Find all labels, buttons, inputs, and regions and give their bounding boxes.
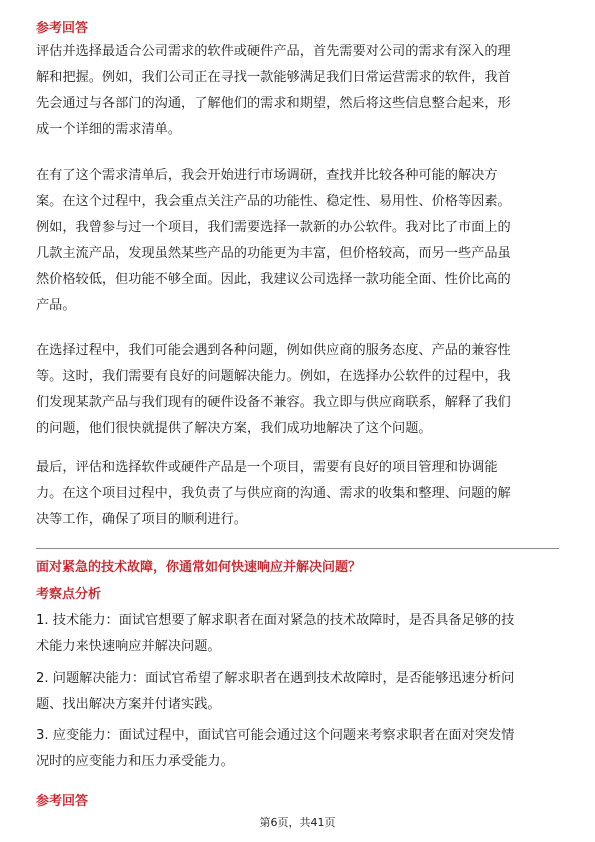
reference-answer-heading: 参考回答 [36, 21, 89, 36]
text-line: 最后，评估和选择软件或硬件产品是一个项目，需要有良好的项目管理和协调能 [36, 460, 498, 475]
text-line: 等。这时，我们需要有良好的问题解决能力。例如，在选择办公软件的过程中，我 [36, 369, 511, 384]
text-line: 评估并选择最适合公司需求的软件或硬件产品，首先需要对公司的需求有深入的理 [36, 44, 511, 59]
text-line: 术能力来快速响应并解决问题。 [36, 639, 221, 654]
text-line: 决等工作，确保了项目的顺利进行。 [36, 512, 247, 527]
analysis-point-2 [36, 666, 559, 718]
answer-paragraph-4 [36, 455, 559, 533]
answer-paragraph-2 [36, 163, 559, 319]
interview-question: 面对紧急的技术故障，你通常如何快速响应并解决问题？ [36, 560, 362, 575]
text-line: 力。在这个项目过程中，我负责了与供应商的沟通、需求的收集和整理、问题的解 [36, 486, 511, 501]
analysis-heading: 考察点分析 [36, 587, 102, 602]
text-line: 况时的应变能力和压力承受能力。 [36, 754, 234, 769]
text-line: 然价格较低，但功能不够全面。因此，我建议公司选择一款功能全面、性价比高的 [36, 272, 511, 287]
text-line: 例如，我曾参与过一个项目，我们需要选择一款新的办公软件。我对比了市面上的 [36, 220, 511, 235]
text-line: 1. 技术能力：面试官想要了解求职者在面对紧急的技术故障时，是否具备足够的技 [36, 613, 515, 628]
answer-paragraph-1 [36, 39, 559, 143]
text-line: 在有了这个需求清单后，我会开始进行市场调研，查找并比较各种可能的解决方 [36, 168, 498, 183]
text-line: 产品。 [36, 298, 76, 313]
text-line: 解和把握。例如，我们公司正在寻找一款能够满足我们日常运营需求的软件，我首 [36, 70, 511, 85]
text-line: 题、找出解决方案并付诸实践。 [36, 697, 221, 712]
text-line: 成一个详细的需求清单。 [36, 122, 182, 137]
text-line: 的问题，他们很快就提供了解决方案，我们成功地解决了这个问题。 [36, 421, 432, 436]
page-number: 第6页，共41页 [259, 816, 336, 829]
answer-paragraph-3 [36, 338, 559, 442]
text-line: 们发现某款产品与我们现有的硬件设备不兼容。我立即与供应商联系，解释了我们 [36, 395, 511, 410]
text-line: 在选择过程中，我们可能会遇到各种问题，例如供应商的服务态度、产品的兼容性 [36, 343, 511, 358]
text-line: 几款主流产品，发现虽然某些产品的功能更为丰富，但价格较高，而另一些产品虽 [36, 246, 511, 261]
analysis-point-1 [36, 608, 559, 660]
analysis-point-3 [36, 723, 559, 775]
text-line: 2. 问题解决能力：面试官希望了解求职者在遇到技术故障时，是否能够迅速分析问 [36, 671, 515, 686]
text-line: 先会通过与各部门的沟通，了解他们的需求和期望，然后将这些信息整合起来，形 [36, 96, 511, 111]
reference-answer-heading-2: 参考回答 [36, 794, 89, 809]
text-line: 案。在这个过程中，我会重点关注产品的功能性、稳定性、易用性、价格等因素。 [36, 194, 511, 209]
section-divider [36, 548, 559, 549]
text-line: 3. 应变能力：面试过程中，面试官可能会通过这个问题来考察求职者在面对突发情 [36, 728, 515, 743]
